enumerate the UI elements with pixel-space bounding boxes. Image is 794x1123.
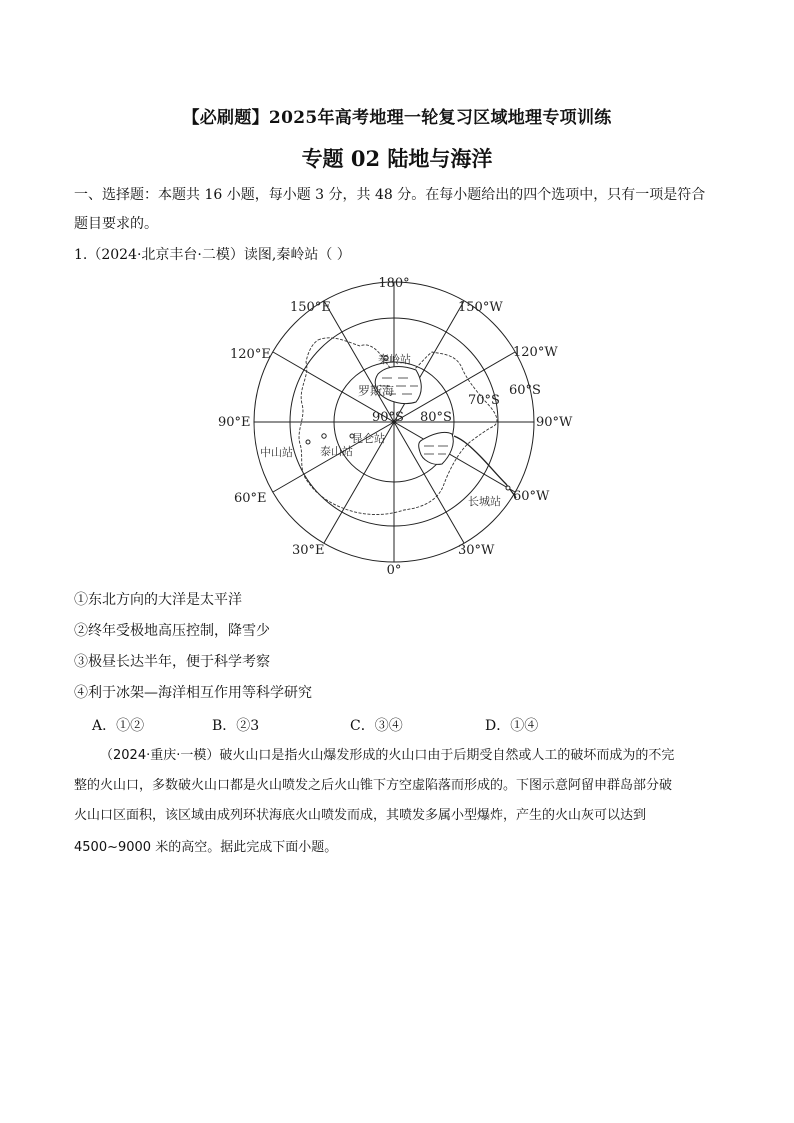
option-a-letter: A． [92, 718, 117, 734]
antarctica-polar-map [210, 270, 590, 580]
taishan-station-label: 泰山站 [320, 445, 353, 458]
passage-line-2: 整的火山口，多数破火山口都是火山喷发之后火山锥下方空虚陷落而形成的。下图示意阿留申群岛部分破 [74, 778, 673, 793]
latitude-label-60s: 60°S [509, 383, 541, 398]
passage-line-3: 火山口区面积，该区域由成列环状海底火山喷发而成，其喷发多属小型爆炸，产生的火山灰可以达到 [74, 808, 647, 823]
longitude-label-0: 0° [386, 563, 402, 578]
statement-2: ②终年受极地高压控制，降雪少 [74, 623, 270, 639]
zhongshan-station-marker [306, 440, 310, 444]
passage-line-1: （2024·重庆·一模）破火山口是指火山爆发形成的火山口由于后期受自然或人工的破坏而成为的不完 [100, 748, 675, 763]
document-title: 【必刷题】2025年高考地理一轮复习区域地理专项训练 [182, 108, 612, 128]
changcheng-station-marker [506, 486, 510, 490]
longitude-label-150e: 150°E [290, 300, 331, 315]
qinling-station-label: 秦岭站 [378, 353, 411, 366]
changcheng-station-label: 长城站 [468, 495, 501, 508]
option-c-text: ③④ [374, 718, 403, 734]
longitude-label-150w: 150°W [458, 300, 503, 315]
longitude-label-90w: 90°W [536, 415, 573, 430]
section-instruction-line-1: 一、选择题：本题共 16 小题，每小题 3 分，共 48 分。在每小题给出的四个选项中，只有一项是符合 [74, 187, 706, 203]
longitude-label-120w: 120°W [513, 345, 558, 360]
longitude-label-60w: 60°W [513, 489, 550, 504]
statement-3: ③极昼长达半年，便于科学考察 [74, 654, 270, 670]
latitude-label-70s: 70°S [468, 393, 500, 408]
longitude-label-120e: 120°E [230, 347, 271, 362]
longitude-label-30e: 30°E [292, 543, 325, 558]
ross-sea-label: 罗斯海 [358, 384, 395, 398]
latitude-label-90s: 90°S [372, 410, 404, 425]
taishan-station-marker [322, 434, 326, 438]
option-b-text: ②3 [236, 718, 260, 734]
option-c-letter: C． [350, 718, 375, 734]
option-d-text: ①④ [510, 718, 539, 734]
option-d[interactable] [485, 715, 538, 735]
statement-1: ①东北方向的大洋是太平洋 [74, 592, 242, 608]
latitude-label-80s: 80°S [420, 410, 452, 425]
weddell-ice-shelf [419, 432, 454, 464]
document-subtitle: 专题 02 陆地与海洋 [301, 146, 493, 171]
longitude-label-30w: 30°W [458, 543, 495, 558]
option-a-text: ①② [116, 718, 145, 734]
zhongshan-station-label: 中山站 [260, 446, 293, 459]
option-a[interactable] [92, 715, 144, 735]
section-instruction-line-2: 题目要求的。 [74, 216, 158, 232]
passage-line-4: 4500~9000 米的高空。据此完成下面小题。 [74, 840, 338, 855]
statement-4: ④利于冰架—海洋相互作用等科学研究 [74, 685, 312, 701]
longitude-label-90e: 90°E [218, 415, 251, 430]
option-b-letter: B． [212, 718, 237, 734]
question-1-stem: 1.（2024·北京丰台·二模）读图,秦岭站（ ） [74, 247, 351, 263]
option-b[interactable] [212, 715, 259, 735]
option-c[interactable] [350, 715, 403, 735]
answer-options [92, 715, 692, 735]
longitude-label-180: 180° [378, 276, 410, 291]
kunlun-station-label: 昆仑站 [352, 432, 385, 445]
longitude-label-60e: 60°E [234, 491, 267, 506]
option-d-letter: D． [485, 718, 511, 734]
